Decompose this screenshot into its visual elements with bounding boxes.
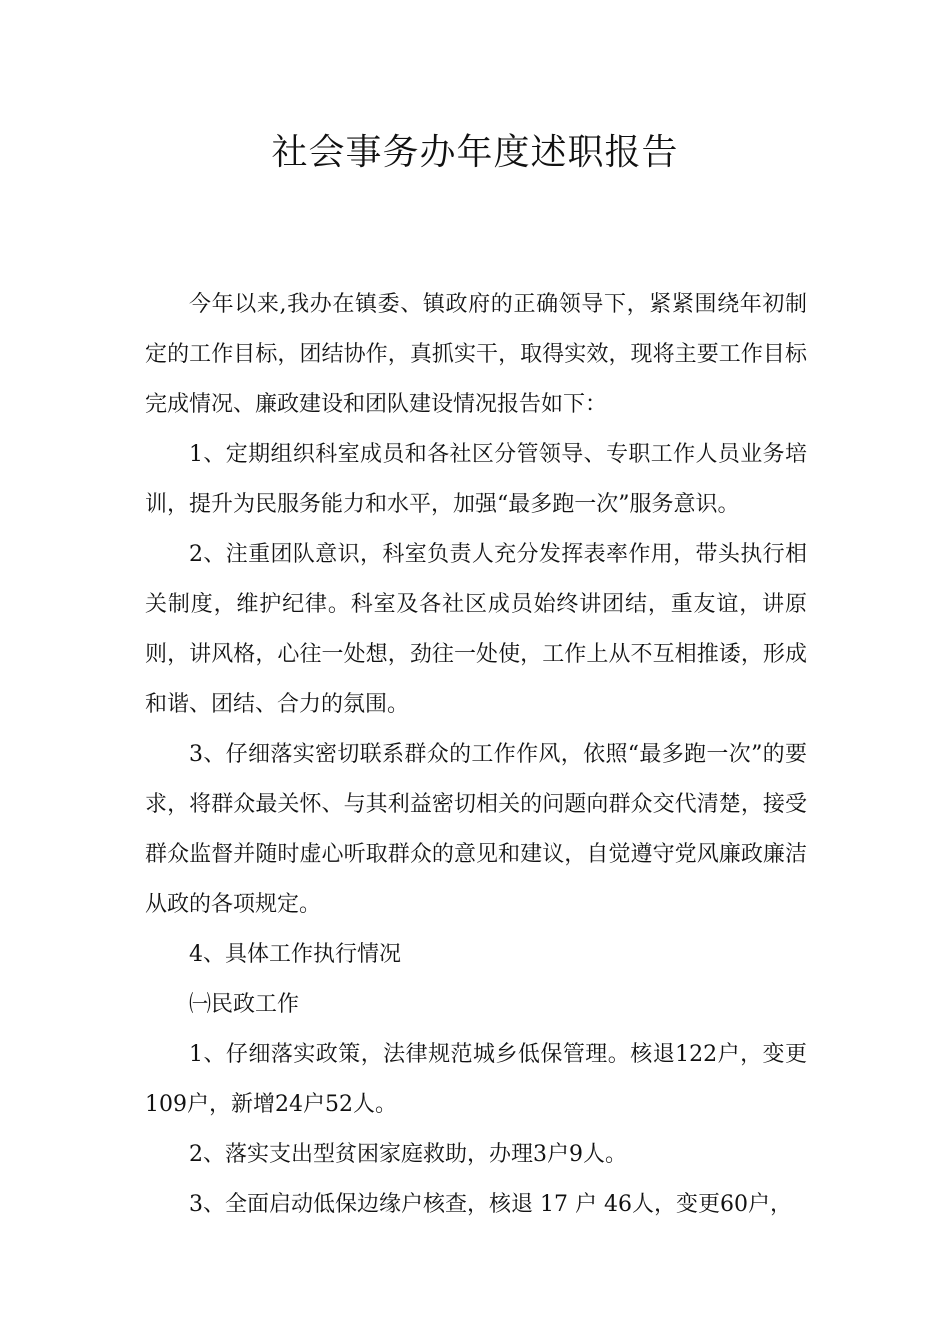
item-poverty-relief: 2、落实支出型贫困家庭救助，办理3户9人。 [189, 1142, 627, 1167]
heading-civil-affairs: ㈠民政工作 [189, 992, 300, 1017]
item-low-income-management: 1、仔细落实政策，法律规范城乡低保管理。核退122户，变更109户，新增24户52人。 [145, 1042, 807, 1117]
document-title: 社会事务办年度述职报告 [271, 132, 679, 173]
paragraph-training: 1、定期组织科室成员和各社区分管领导、专职工作人员业务培训，提升为民服务能力和水平，加强“最多跑一次”服务意识。 [145, 442, 807, 517]
heading-work-execution: 4、具体工作执行情况 [189, 942, 401, 967]
item-edge-household-check: 3、全面启动低保边缘户核查，核退 17 户 46人，变更60户， [189, 1192, 792, 1217]
document-body [145, 280, 807, 1230]
paragraph-mass-line: 3、仔细落实密切联系群众的工作作风，依照“最多跑一次”的要求，将群众最关怀、与其利益密切相关的问题向群众交代清楚，接受群众监督并随时虚心听取群众的意见和建议，自觉遵守党风廉政廉洁从政的各项规定。 [145, 742, 807, 917]
intro-paragraph: 今年以来,我办在镇委、镇政府的正确领导下，紧紧围绕年初制定的工作目标，团结协作，真抓实干，取得实效，现将主要工作目标完成情况、廉政建设和团队建设情况报告如下： [145, 292, 807, 417]
paragraph-teamwork: 2、注重团队意识，科室负责人充分发挥表率作用，带头执行相关制度，维护纪律。科室及各社区成员始终讲团结，重友谊，讲原则，讲风格，心往一处想，劲往一处使，工作上从不互相推诿，形成和谐、团结、合力的氛围。 [145, 542, 807, 717]
